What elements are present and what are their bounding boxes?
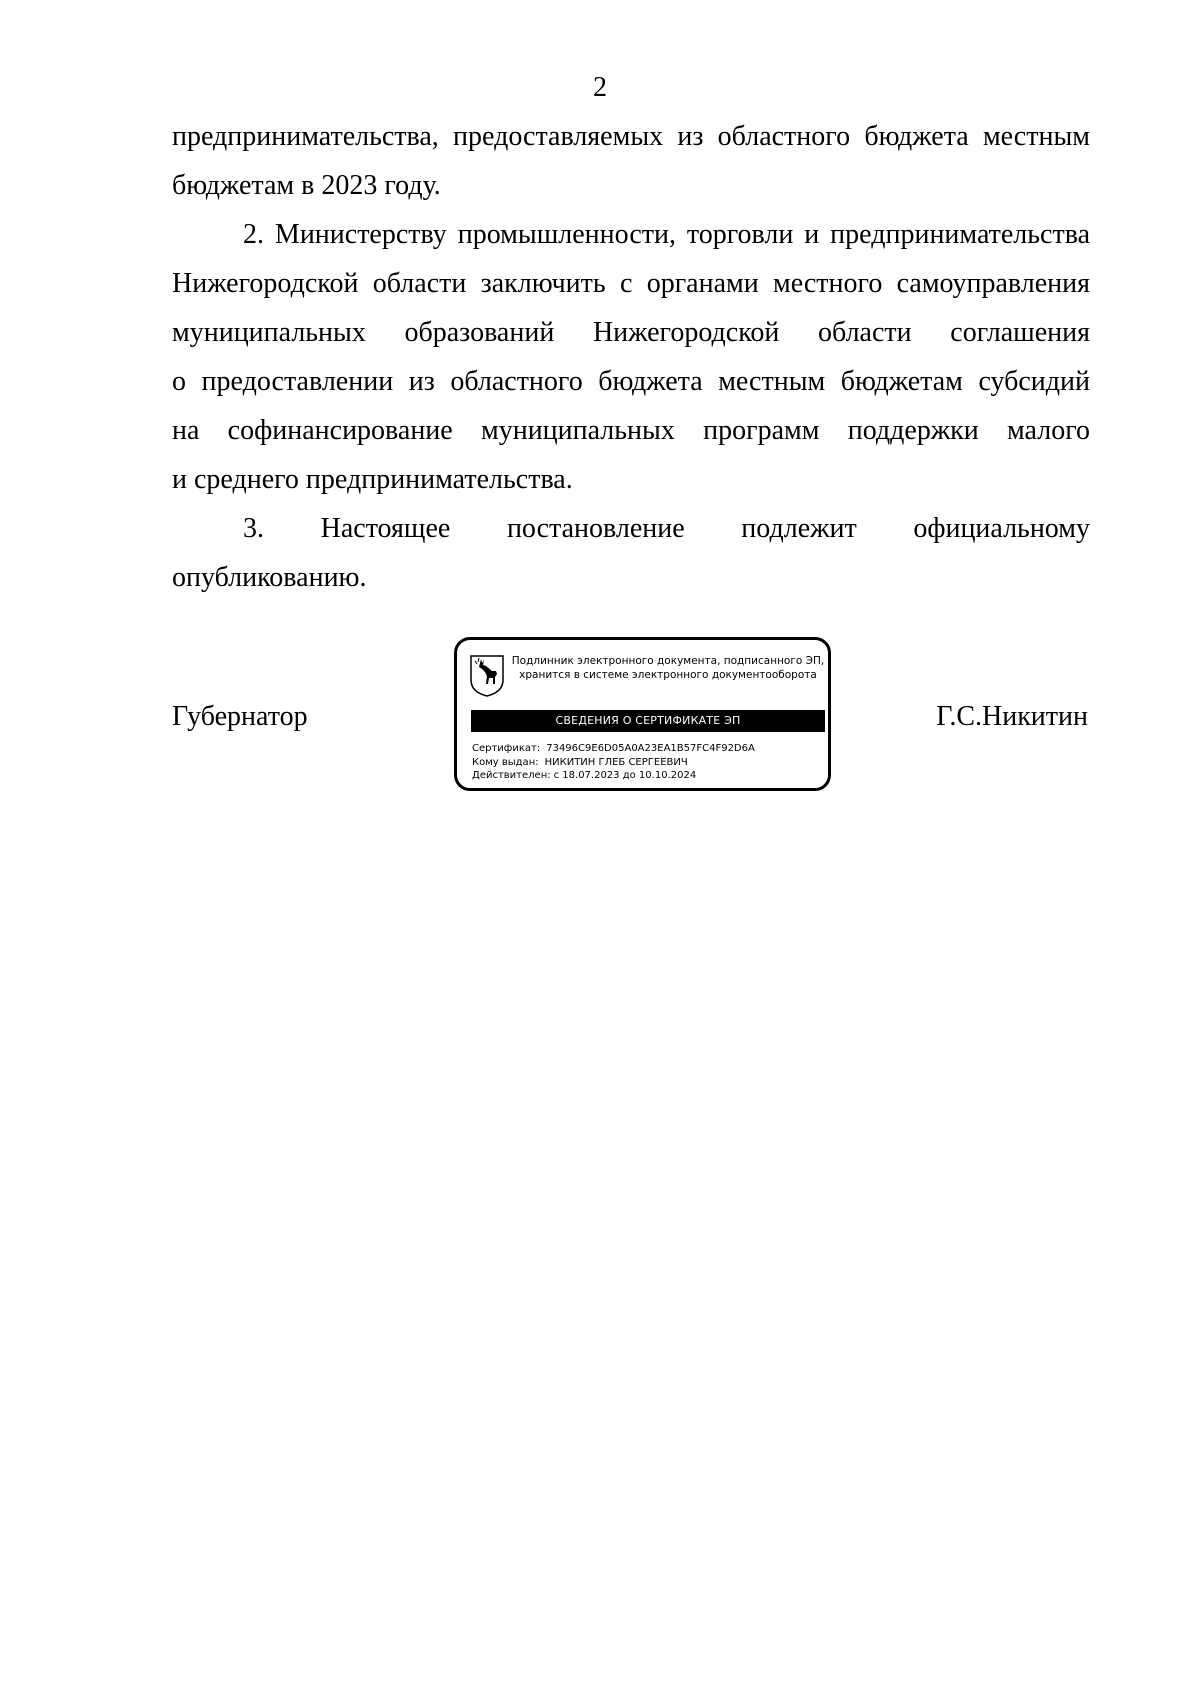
text-line: 3. Настоящее постановление подлежит официальному bbox=[243, 513, 1090, 544]
text-line: опубликованию. bbox=[172, 562, 367, 593]
electronic-signature-stamp bbox=[454, 637, 831, 791]
stamp-header-line: хранится в системе электронного документооборота bbox=[519, 669, 817, 681]
paragraph-1 bbox=[172, 112, 1090, 210]
certificate-info-bar: СВЕДЕНИЯ О СЕРТИФИКАТЕ ЭП bbox=[471, 710, 825, 732]
certificate-label: Сертификат: bbox=[472, 743, 541, 754]
certificate-row bbox=[472, 742, 822, 756]
page-number: 2 bbox=[593, 72, 607, 103]
text-line: муниципальных образований Нижегородской области соглашения bbox=[172, 317, 1090, 348]
text-line: Нижегородской области заключить с органами местного самоуправления bbox=[172, 268, 1090, 299]
validity-row bbox=[472, 769, 822, 783]
deer-emblem-icon bbox=[469, 654, 505, 698]
paragraph-3 bbox=[172, 504, 1090, 602]
signer-name: Г.С.Никитин bbox=[936, 701, 1088, 732]
text-line: и среднего предпринимательства. bbox=[172, 464, 573, 495]
text-line: бюджетам в 2023 году. bbox=[172, 170, 441, 201]
stamp-header-line: Подлинник электронного документа, подписанного ЭП, bbox=[511, 655, 825, 667]
text-line: на софинансирование муниципальных программ поддержки малого bbox=[172, 415, 1090, 446]
certificate-value: 73496C9E6D05A0A23EA1B57FC4F92D6A bbox=[546, 743, 755, 754]
issued-to-row bbox=[472, 756, 822, 770]
stamp-header bbox=[511, 654, 825, 682]
text-line: о предоставлении из областного бюджета местным бюджетам субсидий bbox=[172, 366, 1090, 397]
paragraph-2 bbox=[172, 210, 1090, 504]
issued-to-value: НИКИТИН ГЛЕБ СЕРГЕЕВИЧ bbox=[544, 756, 688, 768]
text-line: 2. Министерству промышленности, торговли и предпринимательства bbox=[243, 219, 1090, 250]
validity-label: Действителен: bbox=[472, 770, 551, 781]
issued-to-label: Кому выдан: bbox=[472, 756, 539, 768]
signer-position: Губернатор bbox=[172, 701, 308, 732]
certificate-details bbox=[472, 742, 822, 783]
validity-value: с 18.07.2023 до 10.10.2024 bbox=[553, 770, 697, 781]
text-line: предпринимательства, предоставляемых из областного бюджета местным bbox=[172, 121, 1090, 152]
